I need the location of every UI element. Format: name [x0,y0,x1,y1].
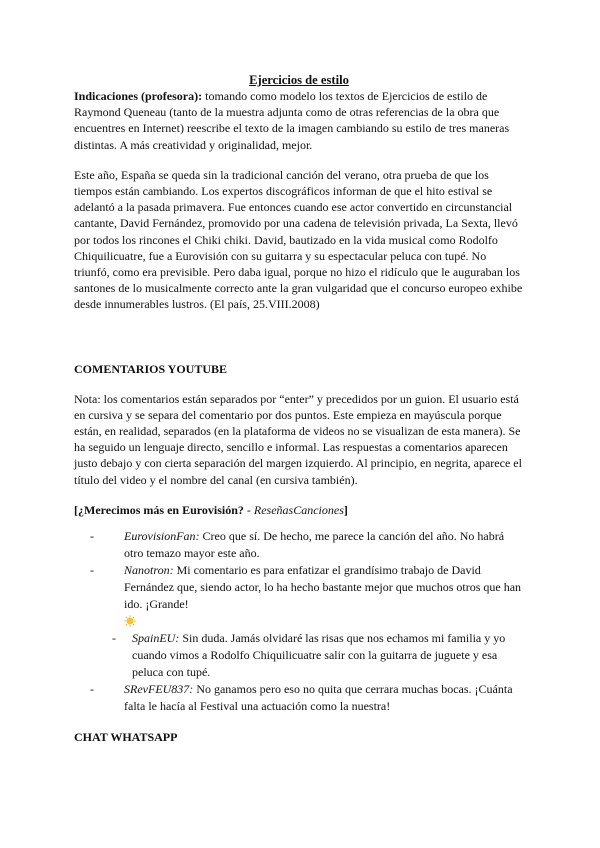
comment-user: Nanotron: [124,563,174,578]
reply-item [112,630,524,681]
comment-text: No ganamos pero eso no quita que cerrara muchas bocas. ¡Cuánta falta le hacía al Festival una actuación como la nuestra! [124,682,513,714]
channel-name: ReseñasCanciones [253,502,344,517]
instructions-paragraph [74,88,524,153]
comment-text: Mi comentario es para enfatizar el grandísimo trabajo de David Fernández que, siendo actor, lo ha hecho bastante mejor que muchos otros que han ido. ¡Grande! [124,563,522,612]
reply-list [74,630,524,681]
video-separator: - [243,502,254,517]
comment-user: EurovisionFan: [124,529,200,544]
instructions-text: tomando como modelo los textos de Ejercicios de estilo de Raymond Queneau (tanto de la muestra adjunta como de otras referencias de la obra que encuentres en Internet) reescribe el texto de la imagen cambiando su estilo de tres maneras distintas. A más creatividad y originalidad, mejor. [74,89,510,152]
reply-container [74,630,524,681]
document-title: Ejercicios de estilo [249,73,349,87]
comment-text: Creo que sí. De hecho, me parece la canción del año. No habrá otro temazo mayor este año. [124,529,505,561]
comment-user: SRevFEU837: [124,682,194,697]
comment-list [74,528,524,715]
instructions-label: Indicaciones (profesora): [74,89,203,103]
list-dash: - [90,682,94,697]
youtube-heading: COMENTARIOS YOUTUBE [74,361,228,376]
whatsapp-heading: CHAT WHATSAPP [74,730,178,745]
bracket-open: [ [74,502,78,517]
comment-item [90,562,524,630]
comment-user: SpainEU: [132,631,180,646]
video-title-line [74,502,524,518]
clapping-emoji-icon [124,615,136,627]
youtube-note-paragraph: Nota: los comentarios están separados por “enter” y precedidos por un guion. El usuario está en cursiva y se separa del comentario por dos puntos. Este empieza en mayúscula porque están, en realidad, separados (en la plataforma de videos no se visualizan de esta manera). Se ha seguido un lenguaje directo, sencillo e informal. Las respuestas a comentarios aparecen justo debajo y con cierta separación del margen izquierdo. Al principio, en negrita, aparece el título del video y el nombre del canal (en cursiva también). [74,391,522,487]
list-dash: - [112,631,116,646]
video-title: ¿Merecimos más en Eurovisión? [78,502,244,517]
list-dash: - [90,563,94,578]
comment-text: Sin duda. Jamás olvidaré las risas que nos echamos mi familia y yo cuando vimos a Rodolfo Chiquilicuatre salir con la guitarra de juguete y esa peluca con tupé. [132,631,506,680]
bracket-close: ] [343,502,348,517]
source-text-paragraph: Este año, España se queda sin la tradicional canción del verano, otra prueba de que los tiempos están cambiando. Los expertos discográficos informan de que el hito estival se adelantó a la pasada primavera. Fue entonces cuando ese actor convertido en circunstancial cantante, David Fernández, promovido por una cadena de televisión privada, La Sexta, llevó por todos los rincones el Chiki chiki. David, bautizado en la vida musical como Rodolfo Chiquilicuatre, fue a Eurovisión con su guitarra y su espectacular peluca con tupé. No triunfó, como era previsible. Pero daba igual, porque no hizo el ridículo que le auguraban los santones de lo musicalmente correcto ante la gran vulgaridad que el concurso europeo exhibe desde innumerables lustros. (El país, 25.VIII.2008) [74,167,523,312]
comment-item [90,681,524,715]
comment-item [90,528,524,562]
list-dash: - [90,529,94,544]
